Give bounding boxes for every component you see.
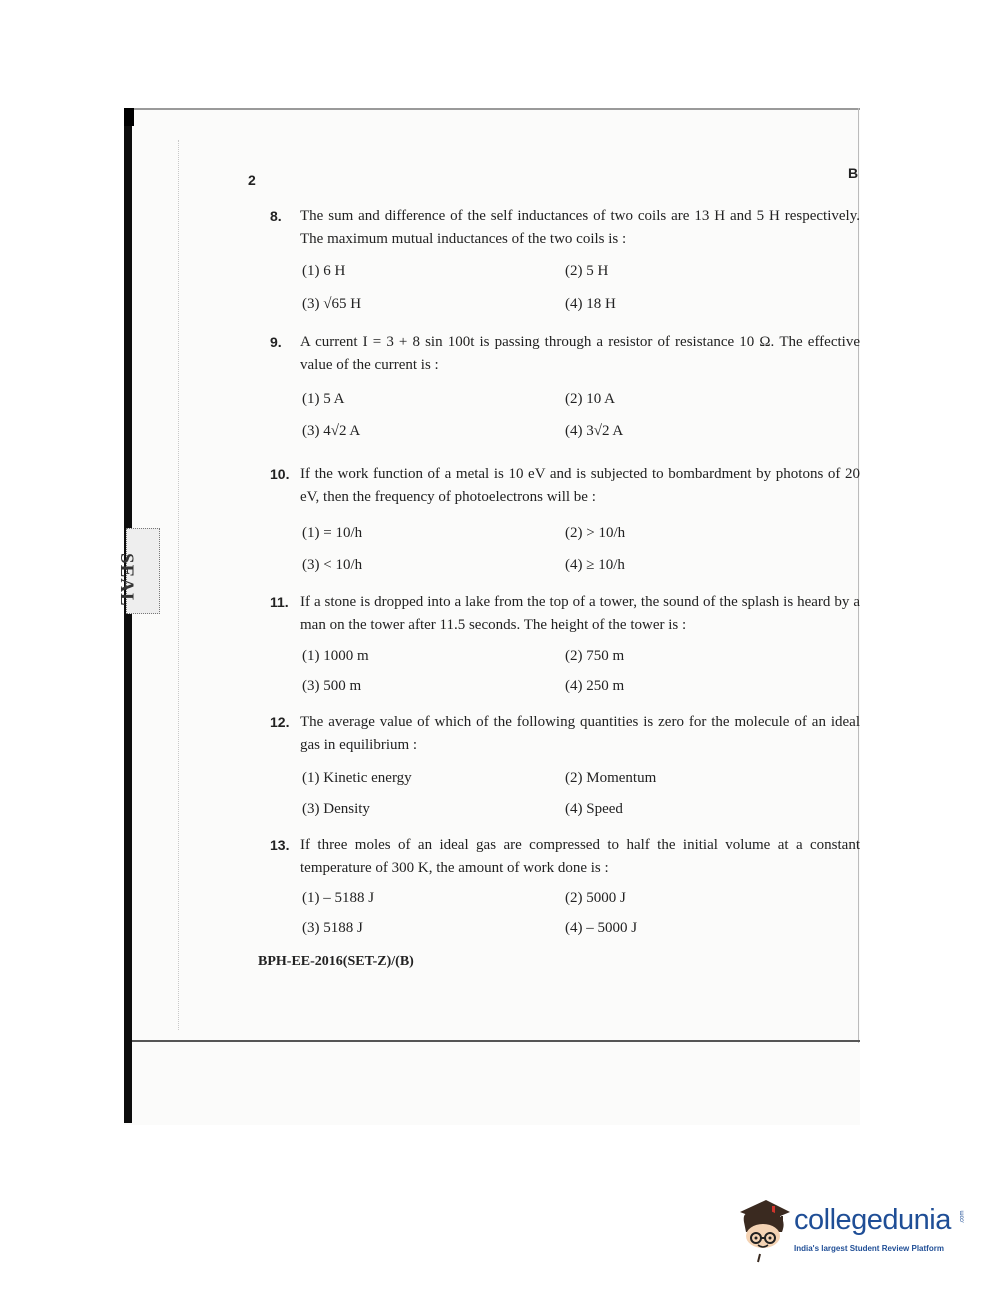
question-text: If the work function of a metal is 10 eV and is subjected to bombardment by photons of 20 eV, then the frequency of photoelectrons will be : [300, 466, 860, 505]
scan-corner-mark [124, 108, 134, 126]
question-text: A current I = 3 + 8 sin 100t is passing through a resistor of resistance 10 Ω. The effective value of the current is : [300, 334, 860, 373]
question-number: 13. [270, 837, 290, 853]
set-code: B [848, 165, 859, 181]
question-number: 12. [270, 714, 290, 730]
option-1: (1) 5 A [302, 391, 345, 407]
question-9 [270, 331, 860, 439]
question-10 [270, 463, 860, 573]
option-3: (3) 500 m [302, 678, 362, 694]
collegedunia-logo [736, 1198, 966, 1270]
option-2: (2) Momentum [565, 770, 657, 786]
question-11 [270, 591, 860, 694]
scan-left-border [124, 108, 132, 1123]
paper-code: BPH-EE-2016(SET-Z)/(B) [258, 954, 414, 969]
seal-label: SEAL [116, 553, 137, 607]
question-text: If three moles of an ideal gas are compressed to half the initial volume at a constant temperature of 300 K, the amount of work done is : [300, 837, 860, 876]
student-mascot-icon [736, 1198, 794, 1270]
option-2: (2) 5000 J [565, 890, 626, 906]
option-4: (4) ≥ 10/h [565, 557, 625, 573]
question-text: The average value of which of the following quantities is zero for the molecule of an ideal gas in equilibrium : [300, 714, 860, 753]
question-number: 8. [270, 208, 282, 224]
option-3: (3) 5188 J [302, 920, 363, 936]
scan-bottom-rule [132, 1040, 860, 1042]
option-1: (1) – 5188 J [302, 890, 375, 906]
seal-box [116, 528, 160, 614]
question-13 [270, 834, 860, 936]
brand-tagline: India's largest Student Review Platform [794, 1244, 944, 1253]
option-3: (3) √65 H [302, 296, 362, 312]
option-2: (2) 750 m [565, 648, 625, 664]
margin-perforation [178, 140, 181, 1030]
brand-domain-suffix: .com [959, 1210, 966, 1224]
option-3: (3) Density [302, 801, 370, 817]
option-2: (2) 5 H [565, 263, 609, 279]
page-number: 2 [248, 172, 256, 188]
question-text: If a stone is dropped into a lake from the top of a tower, the sound of the splash is heard by a man on the tower after 11.5 seconds. The height of the tower is : [300, 594, 860, 633]
option-4: (4) 18 H [565, 296, 616, 312]
question-number: 9. [270, 334, 282, 350]
option-4: (4) Speed [565, 801, 623, 817]
brand-name: collegedunia [794, 1204, 951, 1236]
option-1: (1) 6 H [302, 263, 346, 279]
question-text: The sum and difference of the self inductances of two coils are 13 H and 5 H respectively. The maximum mutual inductances of the two coils is : [300, 208, 860, 247]
option-2: (2) > 10/h [565, 525, 626, 541]
option-3: (3) < 10/h [302, 557, 363, 573]
option-3: (3) 4√2 A [302, 423, 361, 439]
question-number: 11. [270, 594, 289, 610]
option-4: (4) 250 m [565, 678, 625, 694]
question-12 [270, 711, 860, 817]
option-1: (1) = 10/h [302, 525, 363, 541]
option-4: (4) 3√2 A [565, 423, 624, 439]
option-4: (4) – 5000 J [565, 920, 638, 936]
question-8 [270, 205, 860, 312]
option-1: (1) 1000 m [302, 648, 369, 664]
option-1: (1) Kinetic energy [302, 770, 412, 786]
option-2: (2) 10 A [565, 391, 615, 407]
question-number: 10. [270, 466, 290, 482]
